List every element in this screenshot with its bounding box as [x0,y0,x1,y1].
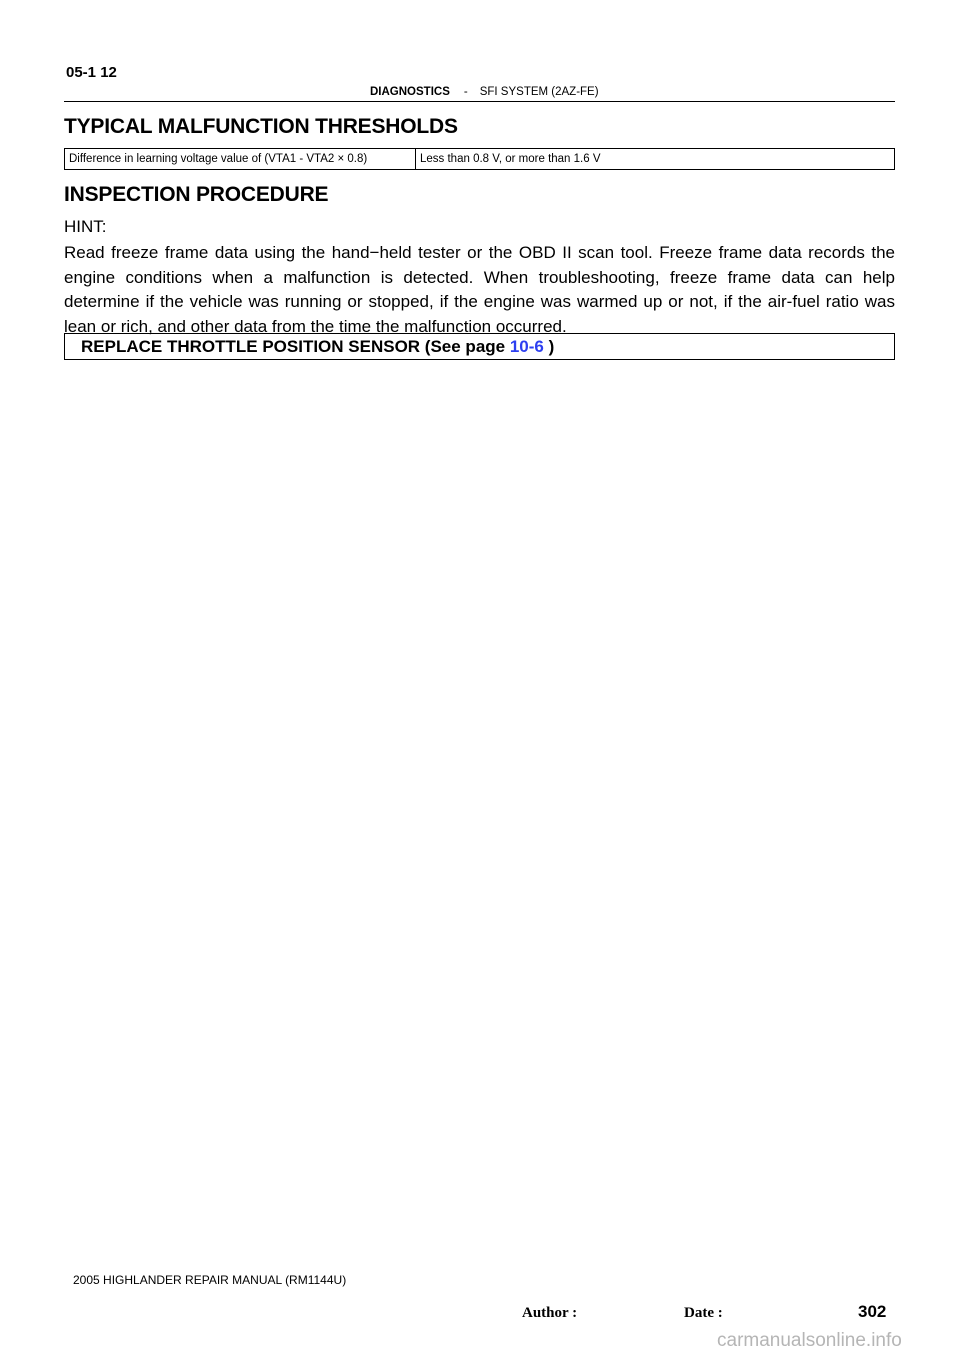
thresholds-table [64,148,895,170]
section-title: DIAGNOSTICS [370,86,450,98]
page-code: 05-1 12 [66,64,117,81]
inspection-heading: INSPECTION PROCEDURE [64,183,329,206]
threshold-value-cell: Less than 0.8 V, or more than 1.6 V [420,153,601,165]
watermark: carmanualsonline.info [717,1330,902,1351]
thresholds-heading: TYPICAL MALFUNCTION THRESHOLDS [64,115,458,138]
action-close: ) [543,337,555,356]
action-box [64,333,895,360]
footer-page-number: 302 [858,1302,887,1321]
header-rule [64,101,895,102]
hint-label: HINT: [64,217,107,236]
footer-author-label: Author : [522,1305,578,1321]
threshold-item-cell: Difference in learning voltage value of (VTA1 - VTA2 × 0.8) [65,149,416,169]
page-link[interactable]: 10-6 [509,337,544,356]
section-header [370,86,599,98]
section-separator: - [463,86,468,98]
footer-date-label: Date : [684,1305,723,1321]
footer-manual-title: 2005 HIGHLANDER REPAIR MANUAL (RM1144U) [73,1273,347,1287]
subsection-title: SFI SYSTEM (2AZ-FE) [479,86,599,98]
action-text: REPLACE THROTTLE POSITION SENSOR (See page [81,337,510,356]
hint-text: Read freeze frame data using the hand−held tester or the OBD II scan tool. Freeze frame data records the engine conditions when a malfunction is detected. When troubleshooting, freeze frame data can help determine if the vehicle was running or stopped, if the engine was warmed up or not, if the air-fuel ratio was lean or rich, and other data from the time the malfunction occurred. [64,243,895,336]
